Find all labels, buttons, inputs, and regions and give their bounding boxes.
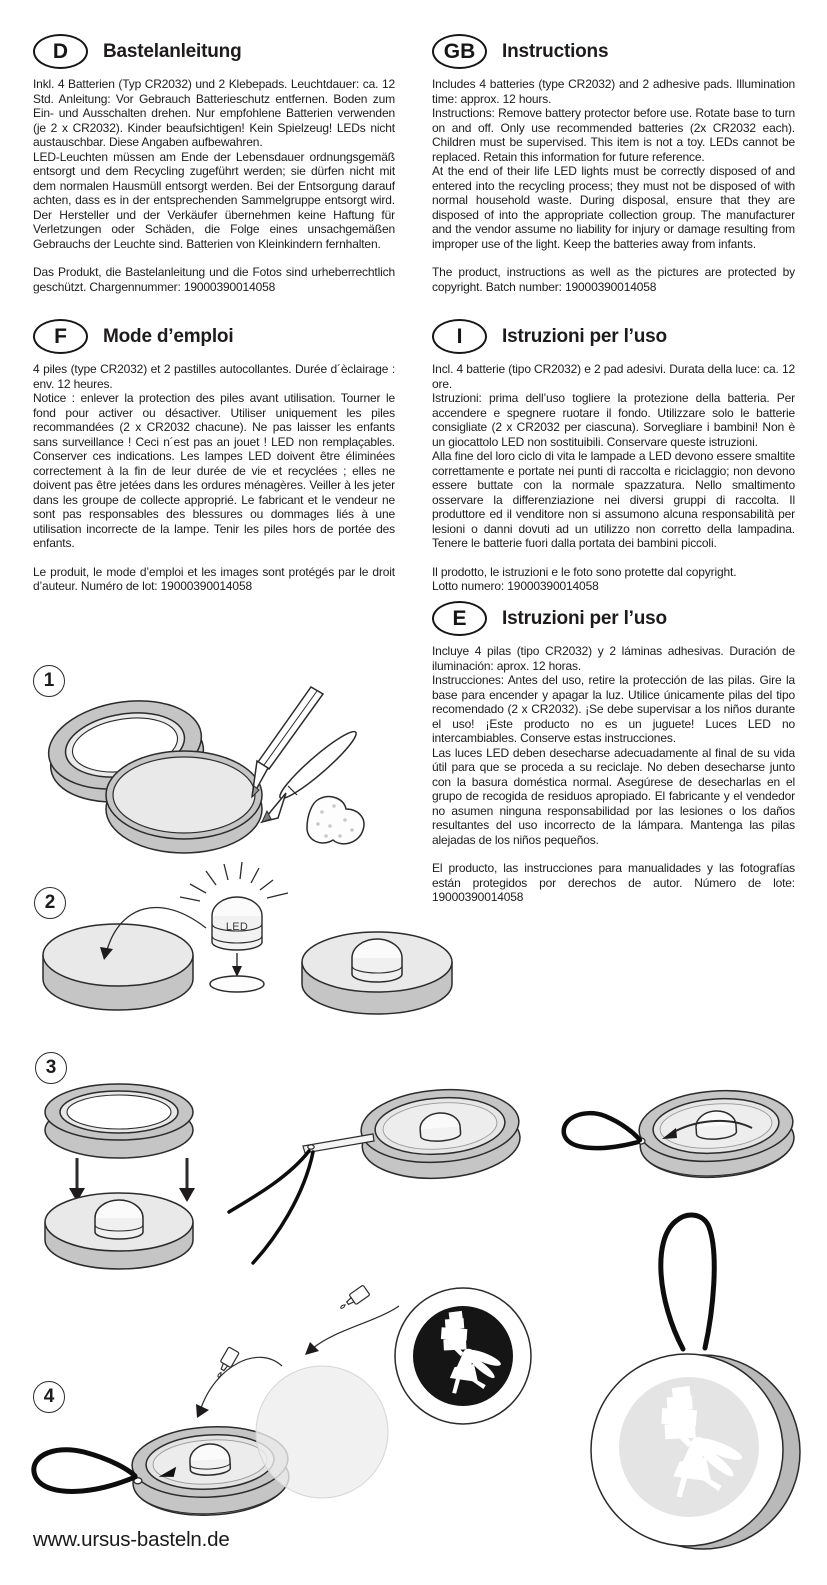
section-header [432, 601, 795, 636]
step-2-marker: 2 [34, 887, 66, 919]
step3-art [45, 1084, 796, 1269]
glue-bottle-icon [213, 1347, 239, 1380]
section-french [33, 319, 395, 594]
led-unit-label: LED [225, 921, 249, 933]
section-spanish [432, 601, 795, 905]
language-badge-d: D [33, 34, 88, 69]
step-4-marker: 4 [33, 1381, 65, 1413]
english-paragraph-2: Instructions: Remove battery protector before use. Rotate base to turn on and off. Only use recommended batteries (2x CR2032 each). Children must be supervised. This item is not a toy. LEDs cannot be replaced. Retain this information for future reference. [432, 106, 795, 164]
sponge-icon [307, 797, 364, 844]
language-badge-e: E [432, 601, 487, 636]
empty-base-dish [43, 924, 193, 1010]
step-1-marker: 1 [33, 665, 65, 697]
website-url: www.ursus-basteln.de [33, 1528, 230, 1551]
spanish-copyright: El producto, las instrucciones para manualidades y las fotografías están protegidos por derechos de autor. Número de lote: 19000390014058 [432, 861, 795, 904]
section-italian [432, 319, 795, 594]
italian-batch-number: Lotto numero: 19000390014058 [432, 579, 599, 593]
italian-paragraph-1: Incl. 4 batterie (tipo CR2032) e 2 pad adesivi. Durata della luce: ca. 12 ore. [432, 362, 795, 391]
step1-art [42, 687, 364, 853]
base-with-led [302, 932, 452, 1014]
curved-arrow [305, 1306, 399, 1355]
german-paragraph-2: LED-Leuchten müssen am Ende der Lebensdauer ordnungsgemäß entsorgt und dem Recycling zugeführt werden; sie dürfen nicht mit dem normalen Hausmüll entsorgt werden. Bei der Entsorgung darauf achten, dass es in der entsprechenden Sammelgruppe entsorgt wird. Der Hersteller und der Verkäufer übernehmen keine Haftung für Verletzungen oder Schäden, die Folge eines unsachgemäßen Gebrauchs der Leuchte sind. Batterien von Kleinkindern fernhalten. [33, 149, 395, 251]
silhouette-badge [395, 1288, 531, 1424]
finished-ornament [591, 1215, 800, 1549]
french-paragraph-1: 4 piles (type CR2032) et 2 pastilles autocollantes. Durée d´èclairage : env. 12 heures. [33, 362, 395, 391]
italian-paragraph-2: Istruzioni: prima dell’uso togliere la protezione della batteria. Per accendere e spegnere ruotare il fondo. Utilizzare solo le batterie consigliate (2 x CR2032 per ciascuna). Sorvegliare i bambini! Non è un giocattolo LED non sostituibili. Conservare queste istruzioni. [432, 391, 795, 449]
language-badge-gb: GB [432, 34, 487, 69]
closed-ornament-threading [359, 1085, 523, 1184]
section-header [33, 34, 395, 69]
section-header [33, 319, 395, 354]
vellum-disc [256, 1366, 388, 1498]
italian-paragraph-3: Alla fine del loro ciclo di vita le lampade a LED devono essere smaltite correttamente e portate nei punti di raccolta e riciclaggio; non devono essere buttate con la normale spazzatura. Nello smaltimento osservare la differenziazione nei diversi gruppi di raccolta. Il produttore ed il venditore non si assumono alcuna responsabilità per lesioni o danni dovuti ad un utilizzo non corretto della lampadina. Tenere le batterie fuori dalla portata dei bambini piccoli. [432, 449, 795, 550]
section-title-italian: Istruzioni per l’uso [502, 325, 667, 347]
french-copyright: Le produit, le mode d’emploi et les images sont protégés par le droit d’auteur. Numéro de lot: 19000390014058 [33, 564, 395, 593]
step2-art [43, 862, 452, 1014]
english-paragraph-3: At the end of their life LED lights must be correctly disposed of and entered into the recycling process; they must not be disposed of with normal household waste. During disposal, ensure that they are disposed of into the appropriate collection group. The manufacturer and the vendor assume no liability for injury or damage resulting from improper use of the light. Keep the batteries away from infants. [432, 164, 795, 251]
section-title-spanish: Istruzioni per l’uso [502, 607, 667, 629]
base-dish [106, 751, 262, 853]
adhesive-pad [210, 976, 264, 992]
section-english [432, 34, 795, 294]
light-rays-icon [180, 862, 288, 901]
section-title-english: Instructions [502, 40, 609, 62]
language-badge-f: F [33, 319, 88, 354]
hanging-loop [34, 1450, 135, 1492]
glue-bottle-icon [337, 1285, 370, 1313]
spanish-paragraph-2: Instrucciones: Antes del uso, retire la protección de las pilas. Gire la base para encender y apagar la luz. Utilice únicamente pilas del tipo recomendado (2 x CR2032). ¡Se debe supervisar a los niños durante el uso! ¡Este producto no es un juguete! Luces LED no intercambiables. Conserve estas instrucciones. [432, 673, 795, 745]
section-german [33, 34, 395, 294]
section-header [432, 319, 795, 354]
french-paragraph-2: Notice : enlever la protection des piles avant utilisation. Tourner le fond pour activer ou désactiver. Utiliser uniquement les piles recommandées (2 x CR2032 chacune). Ne pas laisser les enfants sans surveillance ! Ceci n´est pas an jouet ! LED non remplaçables. Conserver ces indications. Les lampes LED doivent être éliminées correctement à la fin de leur durée de vie et recyclées ; elles ne doivent pas être jetées dans les ordures ménagères. Veiller à les jeter dans les groupe de collecte approprié. Le fabricant et le vendeur ne sont pas responsables des blessures ou dommages liés à une utilisation incorrecte de la lampe. Tenir les piles hors de portée des enfants. [33, 391, 395, 550]
base-with-led [45, 1193, 193, 1269]
spanish-paragraph-1: Incluye 4 pilas (tipo CR2032) y 2 láminas adhesivas. Duración de iluminación: aprox. 12 horas. [432, 644, 795, 673]
ornament-with-loop [564, 1086, 797, 1183]
english-paragraph-1: Includes 4 batteries (type CR2032) and 2 adhesive pads. Illumination time: approx. 12 hours. [432, 77, 795, 106]
german-paragraph-1: Inkl. 4 Batterien (Typ CR2032) und 2 Klebepads. Leuchtdauer: ca. 12 Std. Anleitung: Vor Gebrauch Batterieschutz entfernen. Boden zum Ein- und Ausschalten drehen. Nur empfohlene Batterien verwenden (je 2 x CR2032). Kinder beaufsichtigen! Kein Spielzeug! LEDs nicht austauschbar. Diese Angaben aufbewahren. [33, 77, 395, 149]
language-badge-i: I [432, 319, 487, 354]
spanish-paragraph-3: Las luces LED deben desecharse adecuadamente al final de su vida útil para que se proceda a su reciclaje. No deben desecharse junto con la basura doméstica normal. Asegúrese de desecharlas en el grupo de recogida de residuos apropiado. El fabricante y el vendedor no asumen ninguna responsabilidad por las lesiones o los daños resultantes del uso incorrecto de la lámpara. Mantenga las pilas alejadas de los niños pequeños. [432, 745, 795, 847]
led-unit [180, 862, 288, 950]
english-copyright: The product, instructions as well as the pictures are protected by copyright. Batch number: 19000390014058 [432, 265, 795, 294]
down-arrow [232, 953, 242, 977]
cord-loop [564, 1113, 640, 1148]
section-title-french: Mode d’emploi [103, 325, 234, 347]
step-3-marker: 3 [35, 1052, 67, 1084]
section-header [432, 34, 795, 69]
italian-copyright: Il prodotto, le istruzioni e le foto sono protette dal copyright. [432, 564, 737, 579]
cord [229, 1151, 313, 1263]
ring-part [45, 1084, 193, 1158]
hanging-cord [661, 1215, 714, 1349]
german-copyright: Das Produkt, die Bastelanleitung und die Fotos sind urheberrechtlich geschützt. Chargennummer: 19000390014058 [33, 265, 395, 294]
section-title-german: Bastelanleitung [103, 40, 242, 62]
